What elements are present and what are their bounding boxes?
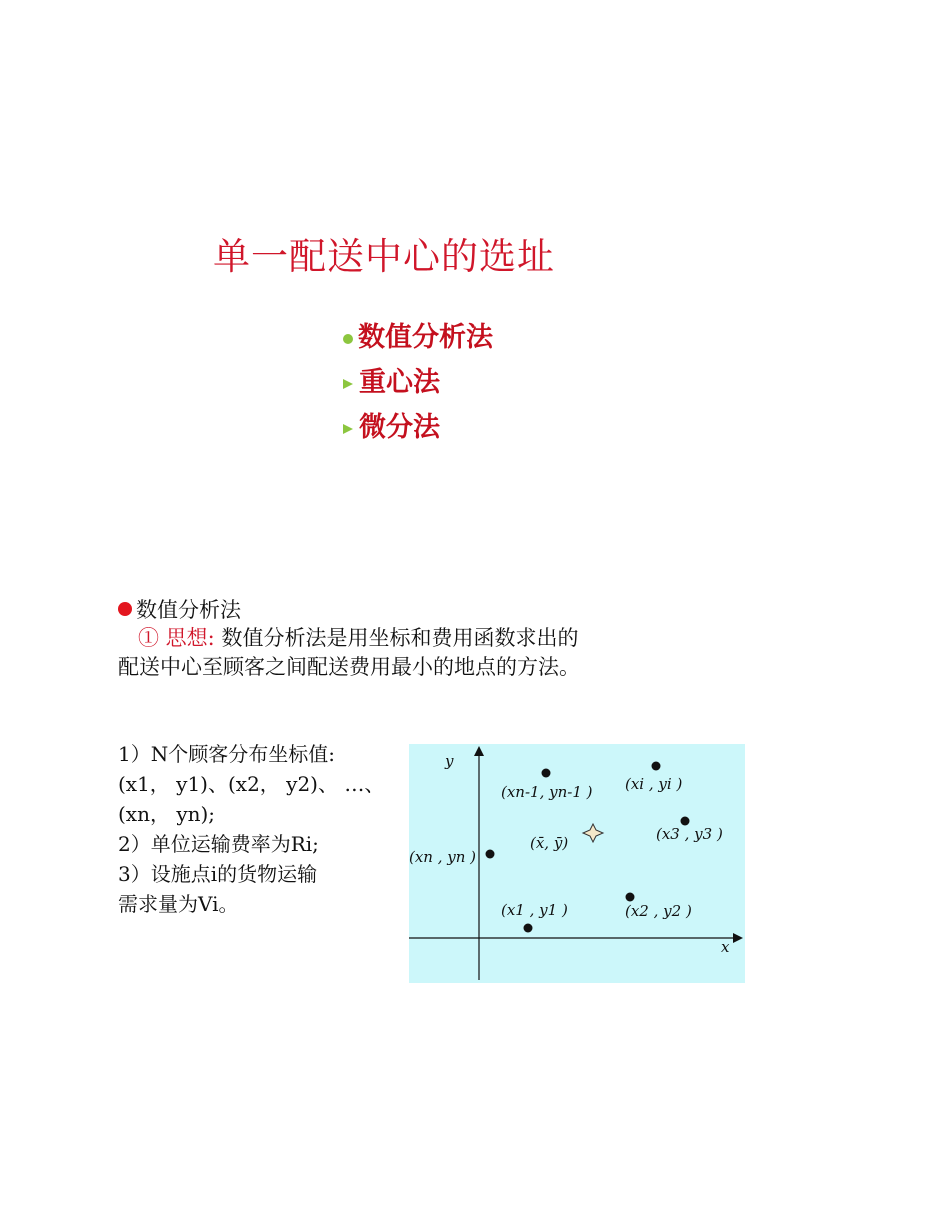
outline-item-numeric: [343, 312, 493, 357]
y-axis-arrow-icon: [474, 746, 484, 756]
outline-item-gravity: [343, 357, 493, 402]
point-1: [524, 924, 533, 933]
point-label: (xn , yn ): [409, 848, 477, 866]
condition-line: 1）N个顾客分布坐标值:: [118, 742, 335, 766]
point-label: (x1 , y1 ): [501, 901, 568, 919]
y-axis-label: y: [445, 752, 454, 770]
x-axis-arrow-icon: [733, 933, 743, 943]
condition-line: 2）单位运输费率为Ri;: [118, 832, 319, 856]
green-dot-icon: [343, 334, 353, 344]
x-axis-label: x: [721, 938, 730, 956]
method-outline: [343, 312, 493, 447]
outline-item-label: 重心法: [359, 367, 440, 398]
idea-paragraph-cont: 配送中心至顾客之间配送费用最小的地点的方法。: [118, 655, 580, 679]
idea-label: ① 思想:: [138, 626, 215, 650]
point-2: [626, 893, 635, 902]
condition-line: (x1， y1)、(x2， y2)、 …、: [118, 772, 385, 796]
section-heading-text: 数值分析法: [136, 598, 241, 622]
red-dot-icon: [118, 602, 132, 616]
idea-paragraph: [138, 622, 578, 652]
star-icon: [583, 824, 603, 842]
outline-item-differential: [343, 402, 493, 447]
point-i: [652, 762, 661, 771]
green-arrow-icon: [343, 379, 353, 389]
idea-text: 数值分析法是用坐标和费用函数求出的: [214, 626, 579, 650]
coordinate-diagram: [409, 744, 745, 983]
green-arrow-icon: [343, 424, 353, 434]
page-title: 单一配送中心的选址: [213, 235, 555, 278]
condition-line: (xn， yn);: [118, 802, 216, 826]
condition-list: [118, 739, 384, 919]
point-label: (xi , yi ): [625, 775, 683, 793]
point-label: (x2 , y2 ): [625, 902, 692, 920]
condition-line: 3）设施点i的货物运输: [118, 862, 318, 886]
diagram-svg: [409, 744, 745, 983]
condition-line: 需求量为Vi。: [118, 892, 239, 916]
point-n: [486, 850, 495, 859]
point-n-minus-1: [542, 769, 551, 778]
outline-item-label: 数值分析法: [358, 322, 493, 353]
center-label: (x̄, ȳ): [530, 834, 569, 852]
point-label: (x3 , y3 ): [656, 825, 723, 843]
section-heading: [118, 594, 241, 624]
point-label: (xn-1, yn-1 ): [501, 783, 593, 801]
outline-item-label: 微分法: [359, 412, 440, 443]
